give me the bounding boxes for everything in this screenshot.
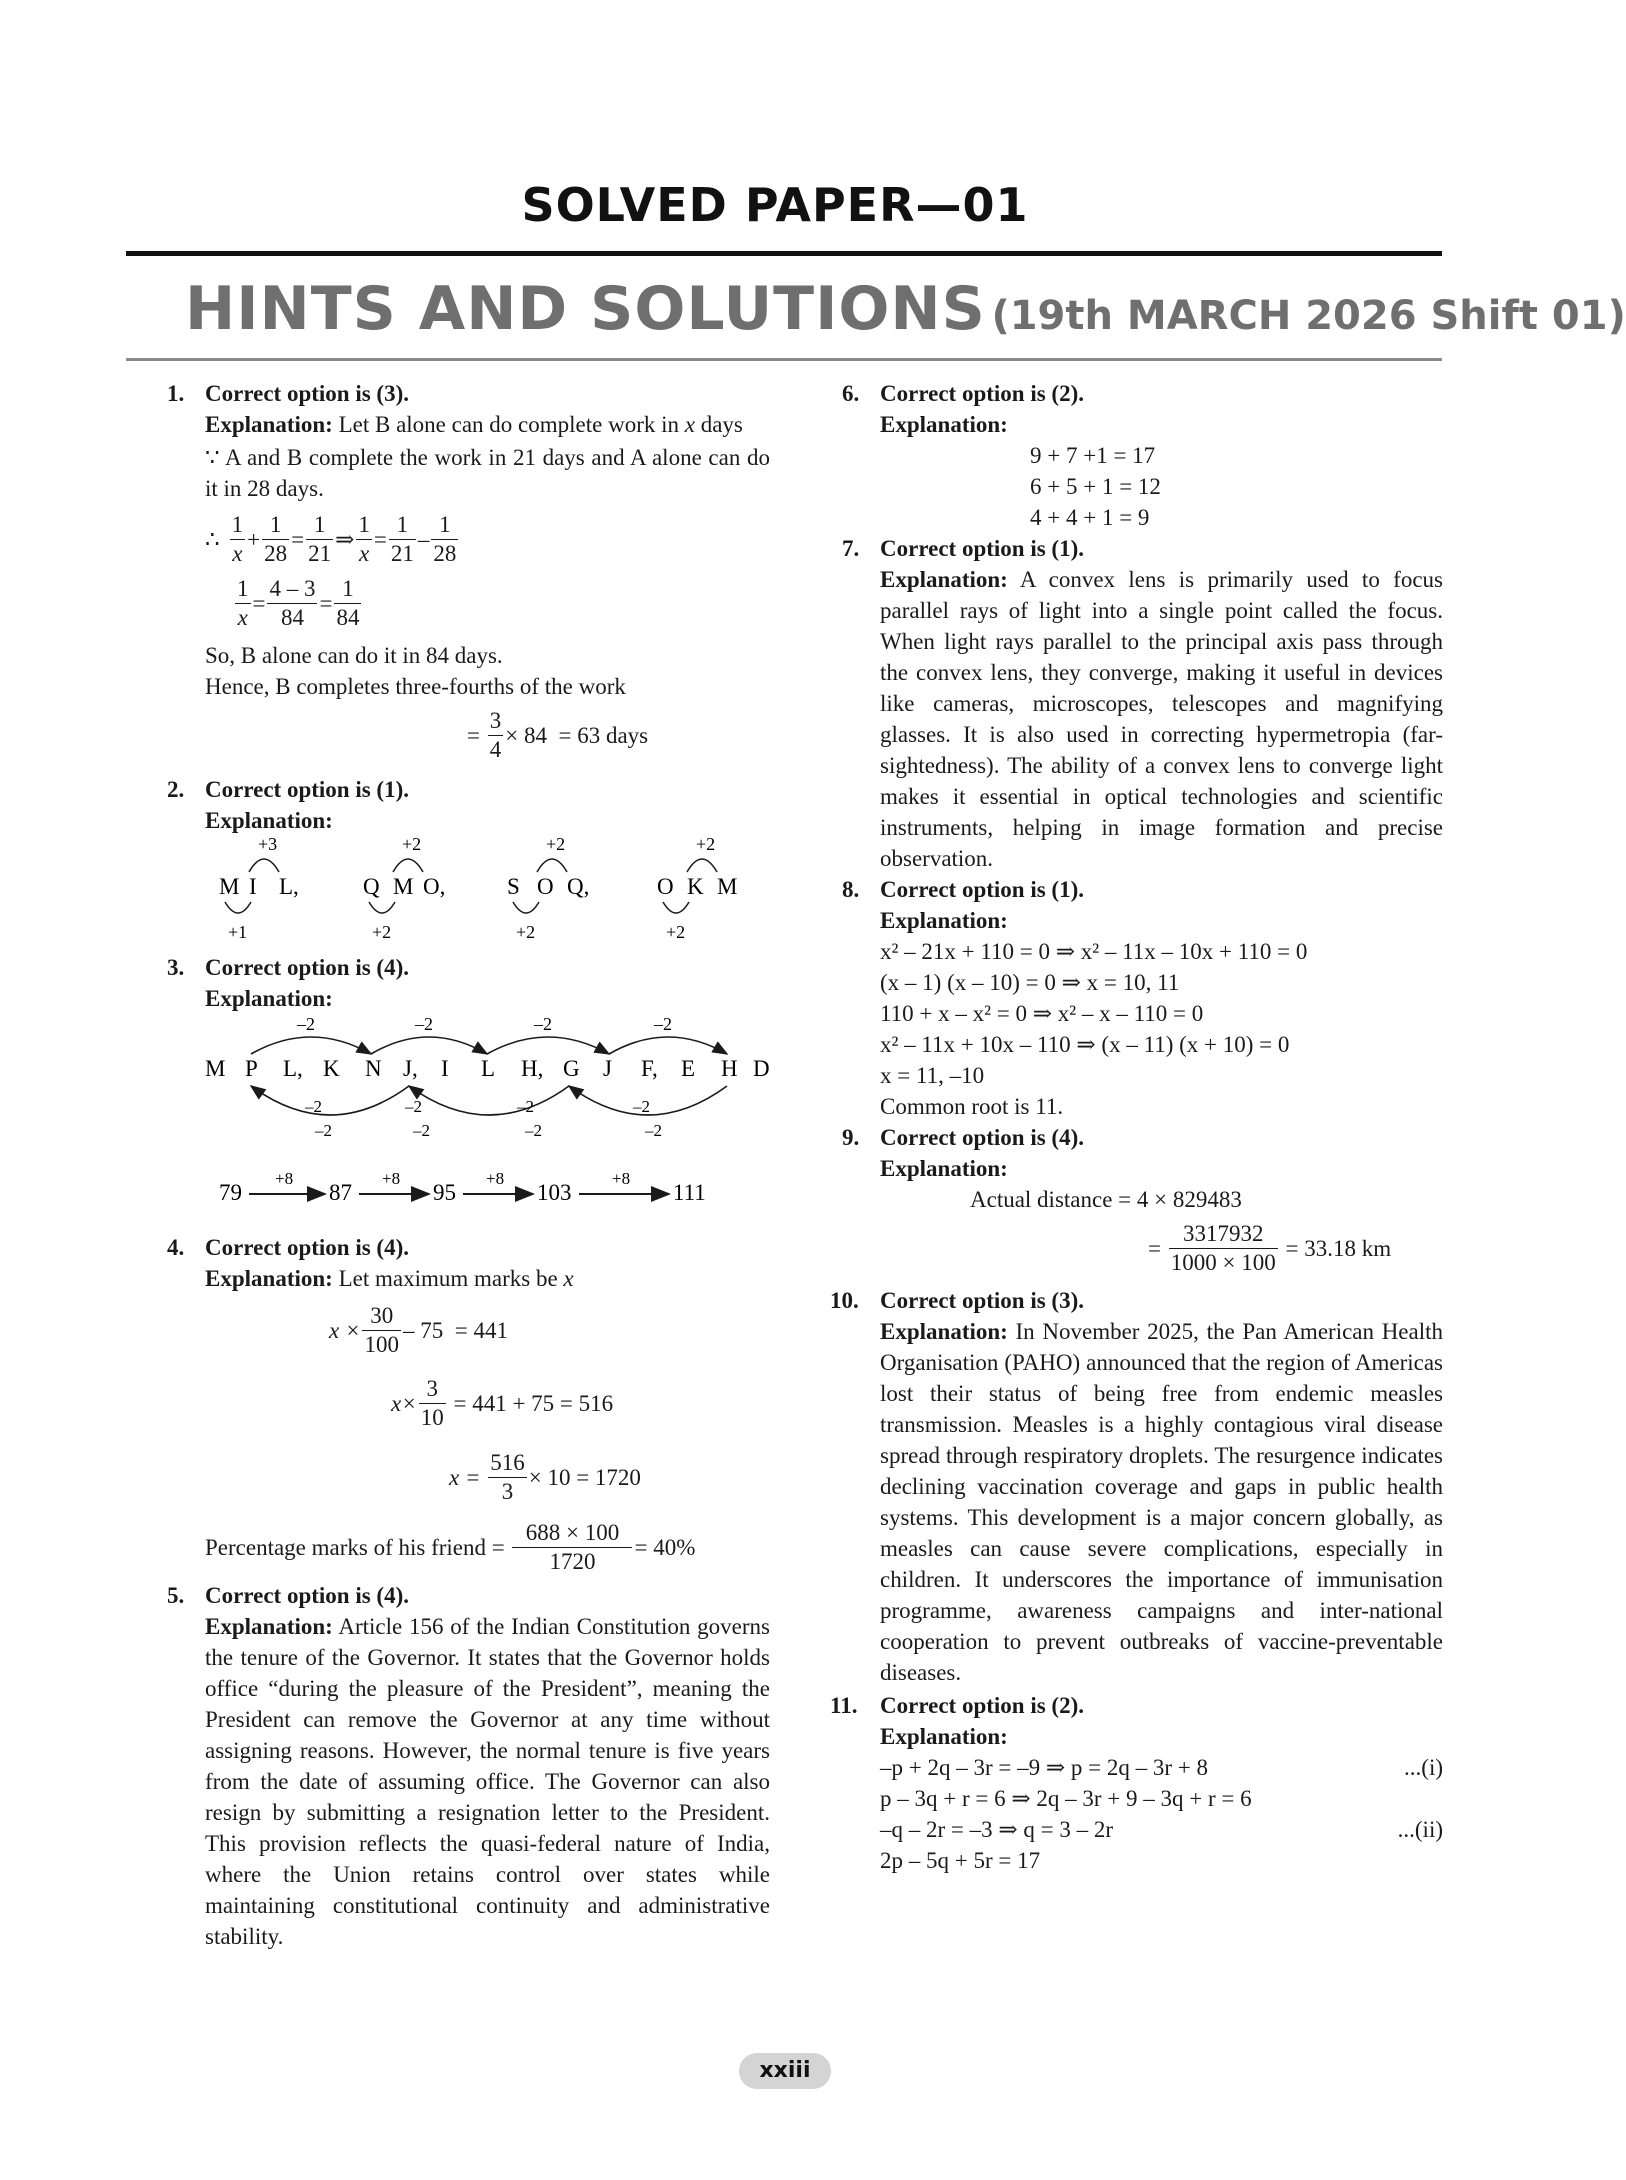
answer-line: Correct option is (1). — [205, 777, 409, 802]
bottom-arc — [663, 902, 689, 913]
explanation-text: Explanation: Let maximum marks be x — [205, 1266, 574, 1291]
top-step-label: –2 — [297, 1014, 315, 1034]
bottom-arc — [369, 902, 395, 913]
answer-line: Correct option is (3). — [205, 381, 409, 406]
equation: x× $\frac{3}{10}$ = 441 + 75 = 516 — [391, 1375, 614, 1430]
answer-line: Correct option is (1). — [880, 877, 1084, 902]
fraction: $\frac{1}{x}$ — [358, 511, 370, 566]
bottom-step-label: –2 — [645, 1121, 662, 1140]
bottom-step-label: –2 — [405, 1097, 422, 1116]
top-step-label: –2 — [415, 1014, 433, 1034]
fraction: $\frac{1}{x}$ — [237, 575, 249, 630]
explanation-label: Explanation: — [205, 986, 333, 1011]
sum-line: 4 + 4 + 1 = 9 — [1030, 505, 1150, 530]
answer-line: Correct option is (4). — [205, 1235, 409, 1260]
equation-line: x² – 21x + 110 = 0 ⇒ x² – 11x – 10x + 110 = 0 — [880, 939, 1308, 964]
question-4 — [167, 1232, 770, 1580]
bottom-step-label: –2 — [315, 1121, 332, 1140]
series-letter: E — [681, 1056, 696, 1081]
question-5 — [167, 1580, 770, 1952]
top-step-label: +2 — [696, 834, 716, 854]
fraction: $\frac{4 - 3}{84}$ — [269, 575, 316, 630]
question-6 — [842, 378, 1443, 533]
series-letter: Q, — [567, 874, 590, 899]
equation-line: x = 11, –10 — [880, 1063, 985, 1088]
series-letter: J — [603, 1056, 612, 1081]
left-column — [167, 378, 770, 1952]
equation: ∴ $\frac{1}{x}$ + $\frac{1}{28}$ = $\frac{1}{21}$ ⇒ $\frac{1}{x}$ = $\frac{1}{21}$ – $\frac{1}{28}$ — [205, 511, 457, 566]
top-arc — [249, 859, 279, 872]
fraction: $\frac{1}{x}$ — [231, 511, 244, 566]
paper-header: SOLVED PAPER—01 — [521, 178, 1029, 232]
step-label: +8 — [382, 1169, 401, 1188]
series-letter: I — [249, 874, 257, 899]
explanation-label: Explanation: — [205, 808, 333, 833]
fraction: $\frac{1}{28}$ — [264, 511, 288, 566]
fraction: $\frac{3}{4}$ — [489, 707, 502, 762]
top-step-label: –2 — [654, 1014, 672, 1034]
explanation-text: Explanation: A convex lens is primarily used to focus parallel rays of light into a single point called the focus. When light rays parallel to the principal axis pass through the convex lens, they converge, making it useful in devices like cameras, microscopes, telescopes and magnifying glasses. It is also used in correcting hypermetropia (far-sightedness). The ability of a convex lens to converge light makes it essential in optical technologies and scientific instruments, helping in image formation and precise observation. — [880, 567, 1443, 871]
bottom-step-label: –2 — [517, 1097, 534, 1116]
question-number: 8. — [842, 877, 860, 902]
series-number: 79 — [219, 1180, 242, 1205]
bottom-arrow — [409, 1086, 569, 1115]
fraction: $\frac{1}{21}$ — [390, 511, 414, 566]
bottom-step-label: +2 — [372, 922, 392, 942]
top-arc — [393, 859, 423, 872]
step-label: +8 — [486, 1169, 505, 1188]
bottom-step-label: –2 — [413, 1121, 430, 1140]
fraction: $\frac{688 \times 100}{1720}$ — [512, 1519, 632, 1576]
explanation-text: ∵ A and B complete the work in 21 days and A alone can do it in 28 days. — [205, 445, 770, 501]
question-number: 5. — [167, 1583, 185, 1608]
series-letter: H — [721, 1056, 738, 1081]
series-letter: O — [537, 874, 554, 899]
bottom-step-label: –2 — [305, 1097, 322, 1116]
answer-line: Correct option is (4). — [880, 1125, 1084, 1150]
series-letter: M — [393, 874, 414, 899]
bottom-step-label: –2 — [525, 1121, 542, 1140]
equation-line: Common root is 11. — [880, 1094, 1064, 1119]
letter-series-diagram — [205, 836, 770, 944]
fraction: $\frac{516}{3}$ — [490, 1449, 525, 1504]
question-8 — [842, 874, 1443, 1122]
series-number: 111 — [673, 1180, 706, 1205]
bottom-step-label: +2 — [516, 922, 536, 942]
sum-line: 9 + 7 +1 = 17 — [1030, 443, 1156, 468]
equation: = $\frac{3}{4}$ × 84 = 63 days — [467, 707, 649, 762]
answer-line: Correct option is (1). — [880, 536, 1084, 561]
header-rule — [126, 251, 1442, 256]
explanation-text: Explanation: In November 2025, the Pan American Health Organisation (PAHO) announced that the region of Americas lost their status of being free from endemic measles transmission. Measles is a highly contagious viral disease spread through respiratory droplets. The resurgence indicates declining vaccination coverage and gaps in public health systems. This development is a major concern globally, as measles can cause severe complications, especially in children. It underscores the importance of immunisation programme, awareness campaigns and inter-national cooperation to prevent outbreaks of vaccine-preventable diseases. — [880, 1319, 1443, 1685]
top-arrow — [487, 1037, 609, 1054]
equation: $\frac{1}{x}$ = $\frac{4 - 3}{84}$ = $\frac{1}{84}$ — [237, 575, 360, 630]
series-letter: I — [441, 1056, 449, 1081]
question-number: 9. — [842, 1125, 860, 1150]
fraction: $\frac{3}{10}$ — [420, 1375, 444, 1430]
bottom-arc — [513, 902, 539, 913]
top-step-label: +2 — [546, 834, 566, 854]
equation: x × $\frac{30}{100}$ – 75 = 441 — [329, 1302, 508, 1357]
bottom-step-label: +2 — [666, 922, 686, 942]
question-number: 2. — [167, 777, 185, 802]
top-step-label: –2 — [534, 1014, 552, 1034]
question-9 — [842, 1122, 1443, 1281]
series-letter: P — [245, 1056, 258, 1081]
question-number: 4. — [167, 1235, 185, 1260]
equation-line: –q – 2r = –3 ⇒ q = 3 – 2r ...(ii) — [880, 1817, 1443, 1842]
explanation-label: Explanation: — [880, 412, 1008, 437]
series-letter: F, — [641, 1056, 658, 1081]
question-2 — [167, 774, 770, 952]
equation-line: –p + 2q – 3r = –9 ⇒ p = 2q – 3r + 8 ...(i) — [880, 1755, 1443, 1780]
series-letter: L — [481, 1056, 496, 1081]
step-label: +8 — [275, 1169, 294, 1188]
equation: = $\frac{3317932}{1000 \times 100}$ = 33.18 km — [1148, 1220, 1392, 1275]
series-number: 103 — [537, 1180, 572, 1205]
question-number: 10. — [830, 1288, 859, 1313]
series-letter: D — [753, 1056, 770, 1081]
equation-line: p – 3q + r = 6 ⇒ 2q – 3r + 9 – 3q + r = 6 — [880, 1786, 1252, 1811]
question-number: 7. — [842, 536, 860, 561]
sum-lines — [1030, 440, 1443, 533]
explanation-label: Explanation: — [880, 1724, 1008, 1749]
series-letter: K — [687, 874, 704, 899]
equation-line: (x – 1) (x – 10) = 0 ⇒ x = 10, 11 — [880, 970, 1180, 995]
bottom-step-label: –2 — [633, 1097, 650, 1116]
question-number: 1. — [167, 381, 185, 406]
series-letter: O, — [423, 874, 446, 899]
answer-line: Correct option is (4). — [205, 1583, 409, 1608]
series-letter: Q — [363, 874, 380, 899]
answer-line: Correct option is (2). — [880, 1693, 1084, 1718]
series-letter: K — [323, 1056, 340, 1081]
equation-line: 110 + x – x² = 0 ⇒ x² – x – 110 = 0 — [880, 1001, 1204, 1026]
equation: Percentage marks of his friend = $\frac{688 \times 100}{1720}$ = 40% — [205, 1519, 696, 1574]
explanation-label: Explanation: — [880, 1156, 1008, 1181]
top-arrow — [251, 1037, 371, 1054]
letter-number-series-diagram — [205, 1014, 770, 1224]
top-step-label: +2 — [402, 834, 422, 854]
series-letter: L, — [279, 874, 299, 899]
top-arc — [537, 859, 567, 872]
step-label: +8 — [612, 1169, 631, 1188]
answer-line: Correct option is (4). — [205, 955, 409, 980]
equation: x = $\frac{516}{3}$ × 10 = 1720 — [449, 1449, 641, 1504]
right-column — [830, 378, 1443, 1876]
series-letter: M — [219, 874, 240, 899]
section-title-main: HINTS AND SOLUTIONS — [185, 274, 986, 344]
explanation-text: Hence, B completes three-fourths of the work — [205, 674, 626, 699]
fraction: $\frac{1}{84}$ — [336, 575, 360, 630]
equation-line: 2p – 5q + 5r = 17 — [880, 1848, 1041, 1873]
series-number: 95 — [433, 1180, 456, 1205]
section-title — [185, 274, 1626, 344]
question-10 — [830, 1285, 1443, 1688]
fraction: $\frac{3317932}{1000 \times 100}$ — [1170, 1220, 1276, 1275]
question-11 — [830, 1690, 1443, 1876]
top-arrow — [609, 1037, 727, 1054]
bottom-step-label: +1 — [228, 922, 248, 942]
series-letter: O — [657, 874, 674, 899]
equation-line: x² – 11x + 10x – 110 ⇒ (x – 11) (x + 10) = 0 — [880, 1032, 1290, 1057]
fraction: $\frac{1}{21}$ — [308, 511, 332, 566]
bottom-arrow — [251, 1086, 409, 1115]
answer-line: Correct option is (2). — [880, 381, 1084, 406]
sum-line: 6 + 5 + 1 = 12 — [1030, 474, 1161, 499]
question-3 — [167, 952, 770, 1232]
question-1 — [167, 378, 770, 768]
question-number: 11. — [830, 1693, 858, 1718]
series-letter: M — [717, 874, 738, 899]
series-letter: M — [205, 1056, 226, 1081]
series-number: 87 — [329, 1180, 352, 1205]
series-letter: S — [507, 874, 520, 899]
explanation-text: Explanation: Article 156 of the Indian Constitution governs the tenure of the Governor. It states that the Governor holds office “during the pleasure of the President”, meaning the President can remove the Governor at any time without assigning reasons. However, the normal tenure is five years from the date of assuming office. The Governor can also resign by submitting a resignation letter to the President. This provision reflects the quasi-federal nature of India, where the Union retains control over states while maintaining constitutional continuity and administrative stability. — [205, 1614, 770, 1949]
series-letter: L, — [283, 1056, 303, 1081]
series-letter: G — [563, 1056, 580, 1081]
top-arc — [687, 859, 717, 872]
section-title-sub: (19th MARCH 2026 Shift 01) — [991, 293, 1626, 339]
fraction: $\frac{30}{100}$ — [364, 1302, 399, 1357]
fraction: $\frac{1}{28}$ — [433, 511, 457, 566]
page-number: xxiii — [739, 2053, 831, 2089]
bottom-arc — [225, 902, 251, 913]
question-number: 3. — [167, 955, 185, 980]
series-letter: N — [365, 1056, 382, 1081]
question-number: 6. — [842, 381, 860, 406]
explanation-label: Explanation: — [880, 908, 1008, 933]
equation-line: Actual distance = 4 × 829483 — [970, 1187, 1242, 1212]
explanation-text: So, B alone can do it in 84 days. — [205, 643, 503, 668]
series-letter: J, — [403, 1056, 418, 1081]
answer-line: Correct option is (3). — [880, 1288, 1084, 1313]
section-rule — [126, 358, 1442, 361]
explanation-text: Explanation: Let B alone can do complete work in x days — [205, 412, 743, 437]
question-7 — [842, 533, 1443, 874]
top-arrow — [371, 1037, 487, 1054]
series-letter: H, — [521, 1056, 544, 1081]
top-step-label: +3 — [258, 834, 278, 854]
